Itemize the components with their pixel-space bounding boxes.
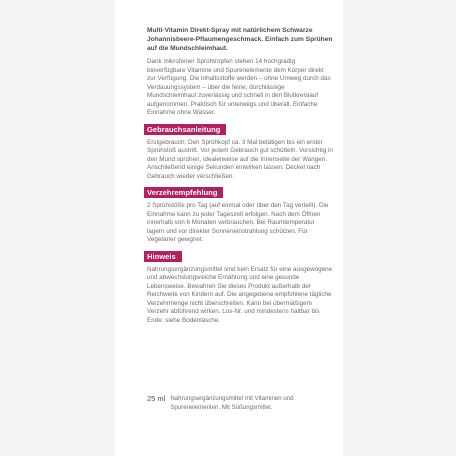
package-panel (115, 0, 343, 456)
dosage-heading: Verzehrempfehlung (144, 187, 223, 198)
dosage-text: 2 Sprühstöße pro Tag (auf einmal oder über den Tag verteilt). Die Einnahme kann zu jeder Tageszeit erfolgen. Nach dem Öffnen innerhalb von 6 Monaten verbrauchen. Bei Raumtemperatur lagern und vor direkter Sonneneinstrahlung schützen. Für Vegetarier geeignet. (147, 202, 329, 244)
usage-text: Erstgebrauch: Den Sprühkopf ca. 3 Mal betätigen bis ein erster Sprühstoß austritt. Vor jedem Gebrauch gut schütteln. Vorsichtig in den Mund sprühen, idealerweise auf die Innenseite der Wangen. Anschließend einige Sekunden einwirken lassen. Deckel nach Gebrauch wieder verschließen. (147, 138, 333, 180)
usage-heading: Gebrauchsanleitung (144, 124, 226, 135)
notice-heading: Hinweis (144, 251, 182, 262)
section-notice (147, 245, 333, 326)
product-description: Dank mikrofeiner Sprühtropfen stehen 14 hochgradig bioverfügbare Vitamine und Spurenelemente dem Körper direkt zur Verfügung. Die Inhaltsstoffe werden – ohne Umweg durch das Verdauungssystem – über die feine, durchlässige Mundschleimhaut zuverlässig und schnell in den Blutkreislauf aufgenommen. Praktisch für unterwegs und überall. Einfache Einnahme ohne Wasser. (147, 58, 331, 117)
section-dosage (147, 181, 333, 245)
section-usage (147, 118, 333, 182)
panel-footer (147, 395, 333, 412)
product-category-note: Nahrungsergänzungsmittel mit Vitaminen und Spurenelementen. Mit Süßungsmittel. (170, 395, 294, 411)
notice-text: Nahrungsergänzungsmittel sind kein Ersatz für eine ausgewogene und abwechslungsreiche Ernährung und eine gesunde Lebensweise. Bewahren Sie dieses Produkt außerhalb der Reichweite von Kindern auf. Die angegebene empfohlene tägliche Verzehrmenge nicht überschreiten. Kann bei übermäßigem Verzehr abführend wirken. Los-Nr. und mindestens haltbar bis Ende: siehe Bodenlasche. (147, 265, 333, 324)
volume-label: 25 ml (147, 394, 166, 403)
product-headline: Multi-Vitamin Direkt-Spray mit natürlichem Schwarze Johannisbeere-Pflaumengeschmack. Einfach zum Sprühen auf die Mundschleimhaut. (147, 27, 333, 52)
